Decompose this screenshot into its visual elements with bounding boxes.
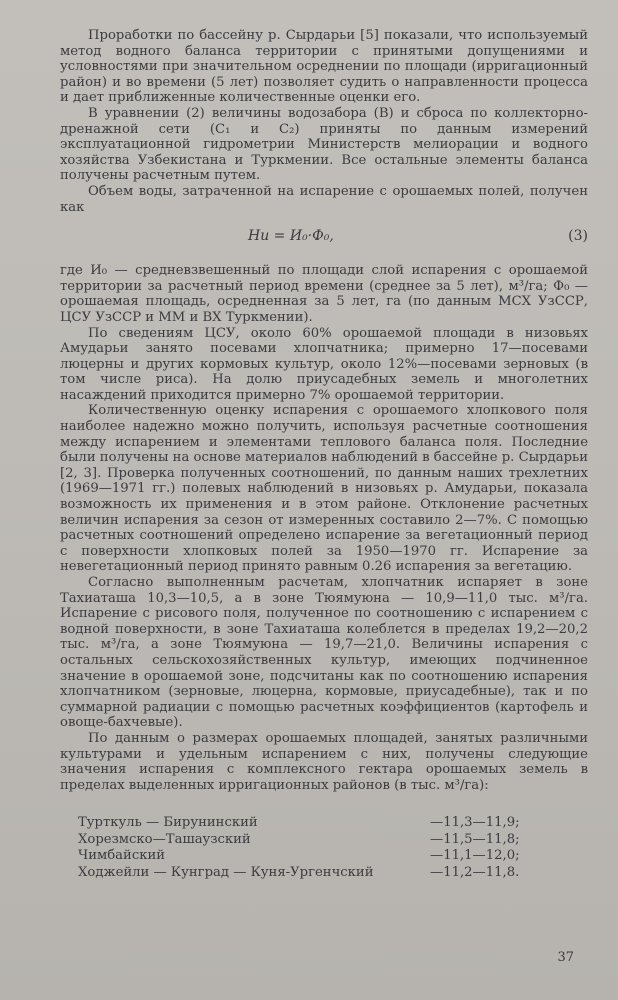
equation-3 — [60, 221, 588, 255]
region-value: —11,3—11,9; — [430, 815, 520, 831]
equation-expression: Hи = И₀·Ф₀, — [248, 228, 334, 245]
paragraph-4: где И₀ — средневзвешенный по площади слой испарения с орошаемой территории за расчетный период времени (среднее за 5 лет), м³/га; Ф₀ — орошаемая площадь, осредненная за 5 лет, га (по данным МСХ УзССР, ЦСУ УзССР и ММ и ВХ Туркмении). — [60, 263, 588, 325]
region-evaporation-list — [60, 815, 588, 881]
paragraph-3: Объем воды, затраченной на испарение с орошаемых полей, получен как — [60, 183, 588, 215]
page-number: 37 — [557, 950, 574, 965]
paragraph-7: Согласно выполненным расчетам, хлопчатник испаряет в зоне Тахиаташа 10,3—10,5, а в зоне Тюямуюна — 10,9—11,0 тыс. м³/га. Испарение с рисового поля, полученное по соотношению с испарением с водной поверхности, в зоне Тахиаташа колеблется в пределах 19,2—20,2 тыс. м³/га, а зоне Тюямуюна — 19,7—21,0. Величины испарения с остальных сельскохозяйственных культур, имеющих подчиненное значение в орошаемой зоне, подсчитаны как по соотношению испарения хлопчатником (зерновые, люцерна, кормовые, приусадебные), так и по суммарной радиации с помощью расчетных коэффициентов (картофель и овоще-бахчевые). — [60, 575, 588, 731]
region-value: —11,5—11,8; — [430, 831, 520, 847]
region-name: Чимбайский — [78, 848, 166, 864]
region-name: Турткуль — Бирунинский — [78, 815, 258, 831]
region-value: —11,1—12,0; — [430, 848, 520, 864]
paragraph-5: По сведениям ЦСУ, около 60% орошаемой площади в низовьях Амударьи занято посевами хлопчатника; примерно 17—посевами люцерны и других кормовых культур, около 12%—посевами зерновых (в том числе риса). На долю приусадебных земель и многолетних насаждений приходится примерно 7% орошаемой территории. — [60, 325, 588, 403]
page-text-block — [60, 28, 588, 881]
region-name: Хорезмско—Ташаузский — [78, 831, 251, 847]
equation-number: (3) — [568, 228, 588, 245]
paragraph-8: По данным о размерах орошаемых площадей, занятых различными культурами и удельным испарением с них, получены следующие значения испарения с комплексного гектара орошаемых земель в пределах выделенных ирригационных районов (в тыс. м³/га): — [60, 730, 588, 793]
paragraph-1: Проработки по бассейну р. Сырдарьи [5] показали, что используемый метод водного баланса территории с принятыми допущениями и условностями при значительном осреднении по площади (ирригационный район) и во времени (5 лет) позволяет судить о направленности процесса и дает приближенные количественные оценки его. — [60, 28, 588, 106]
paragraph-6: Количественную оценку испарения с орошаемого хлопкового поля наиболее надежно можно получить, используя расчетные соотношения между испарением и элементами теплового баланса поля. Последние были получены на основе материалов наблюдений в бассейне р. Сырдарьи [2, 3]. Проверка полученных соотношений, по данным наших трехлетних (1969—1971 гг.) полевых наблюдений в низовьях р. Амударьи, показала возможность их применения и в этом районе. Отклонение расчетных величин испарения за сезон от измеренных составило 2—7%. С помощью расчетных соотношений определено испарение за вегетационный период с поверхности хлопковых полей за 1950—1970 гг. Испарение за невегетационный период принято равным 0.26 испарения за вегетацию. — [60, 403, 588, 575]
region-name: Ходжейли — Кунград — Куня-Ургенчский — [78, 864, 374, 880]
paragraph-2: В уравнении (2) величины водозабора (B) и сброса по коллекторно-дренажной сети (C₁ и C₂) приняты по данным измерений эксплуатационной гидрометрии Министерств мелиорации и водного хозяйства Узбекистана и Туркмении. Все остальные элементы баланса получены расчетным путем. — [60, 105, 588, 184]
list-item — [60, 815, 588, 832]
list-item — [60, 832, 588, 849]
list-item — [60, 865, 588, 882]
region-value: —11,2—11,8. — [430, 864, 520, 880]
list-item — [60, 848, 588, 865]
